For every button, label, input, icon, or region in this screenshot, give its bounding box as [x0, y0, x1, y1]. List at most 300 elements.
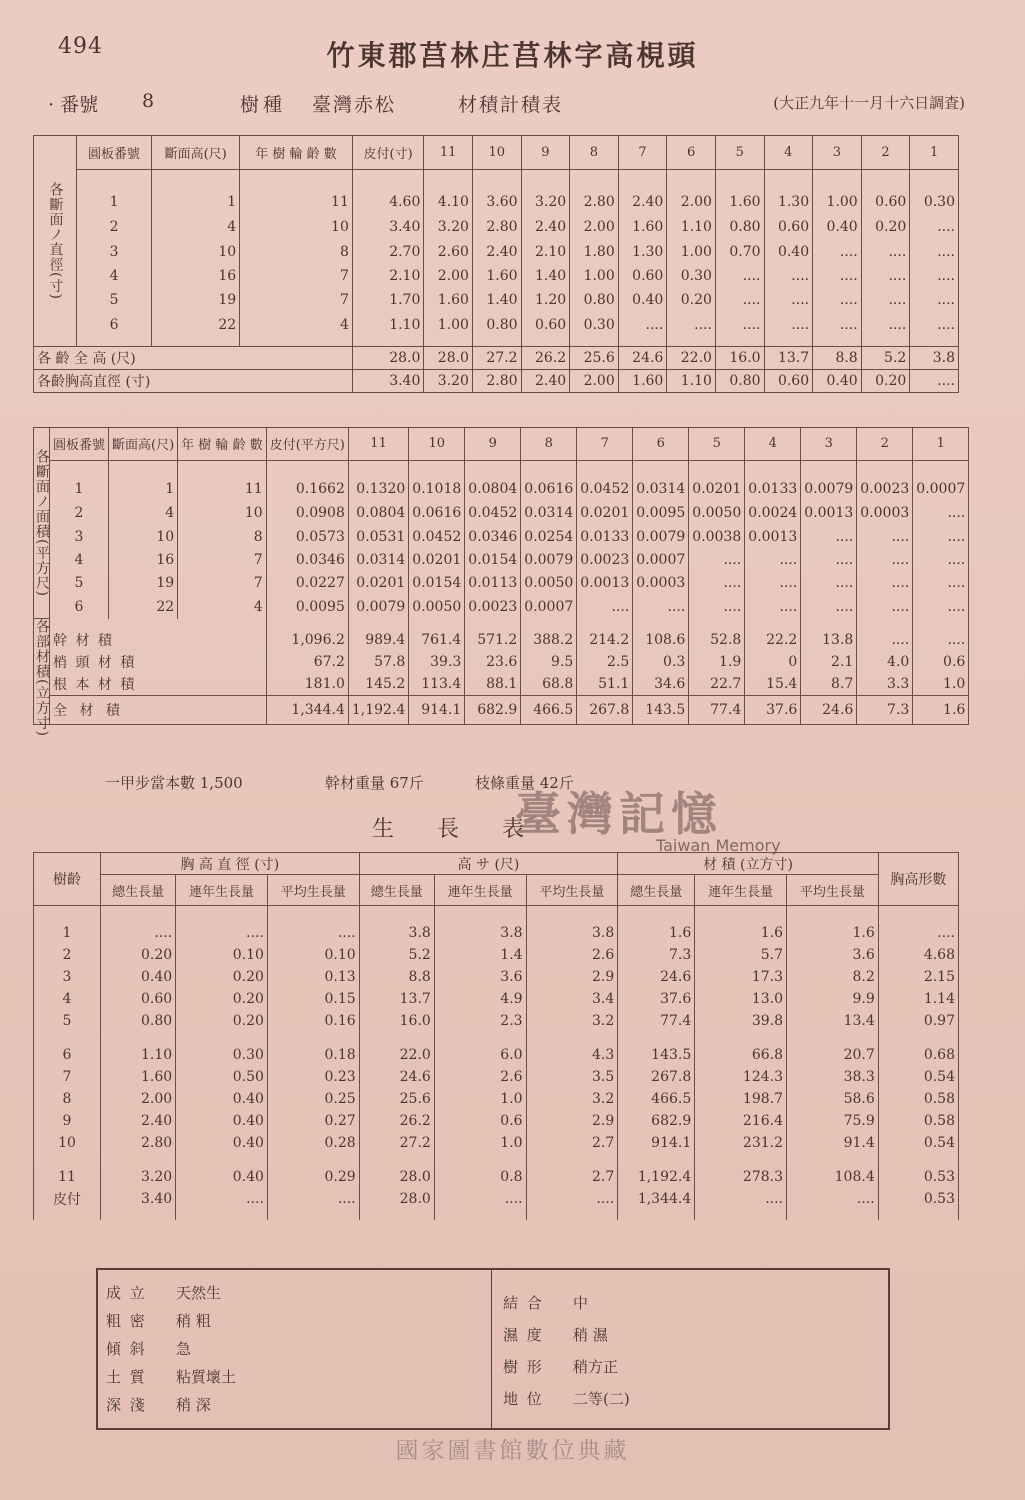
table-cell: 2.60 [424, 239, 473, 263]
spacer-cell [764, 337, 813, 347]
table-cell: .... [101, 906, 176, 945]
table-cell: .... [745, 595, 801, 618]
table-row [34, 572, 969, 595]
table-cell: 9.9 [787, 988, 879, 1010]
condition-item [503, 1388, 630, 1420]
table-cell: 0.0452 [465, 501, 521, 524]
table-cell: 4 [77, 264, 152, 288]
sub-header-cell: 總生長量 [101, 875, 176, 906]
table-cell: .... [910, 288, 959, 312]
table-cell: 0.28 [267, 1132, 359, 1154]
table-cell: 3.2 [526, 1088, 618, 1110]
table-cell: 23.6 [465, 651, 521, 673]
spacer-cell [570, 337, 619, 347]
table-cell: 682.9 [465, 695, 521, 724]
condition-label: 粗 密 [106, 1312, 147, 1330]
row-label: 全 材 積 [50, 695, 267, 724]
table-cell: 4.10 [424, 170, 473, 215]
table-cell: 2.7 [526, 1132, 618, 1154]
table-cell: 77.4 [618, 1010, 695, 1032]
table-cell: .... [813, 313, 862, 337]
table-cell: 77.4 [689, 695, 745, 724]
sub-header-cell: 連年生長量 [434, 875, 526, 906]
header-cell: 3 [813, 136, 862, 170]
row-label: 各齡胸高直徑 (寸) [34, 370, 353, 393]
table-cell: 0.0023 [577, 548, 633, 571]
table-cell: 466.5 [618, 1088, 695, 1110]
branch-weight: 枝條重量 42斤 [475, 774, 574, 792]
table-cell: 0.40 [764, 239, 813, 263]
table-cell: 16 [152, 264, 240, 288]
table-row [34, 501, 969, 524]
table-cell: 2.80 [472, 215, 521, 239]
table-cell: 914.1 [409, 695, 465, 724]
header-cell: 5 [689, 428, 745, 461]
table-cell: 0.20 [176, 988, 268, 1010]
table-cell: 2.00 [570, 370, 619, 393]
row-label: 幹 材 積 [50, 619, 267, 651]
table-cell: 0.0452 [409, 525, 465, 548]
table-cell: 1.80 [570, 239, 619, 263]
table-cell: 278.3 [695, 1154, 787, 1188]
table-row [34, 595, 969, 618]
table-cell: 1.00 [813, 170, 862, 215]
site-conditions-box [96, 1268, 890, 1430]
table-cell: 4 [109, 501, 178, 524]
table-cell: 16 [109, 548, 178, 571]
table-cell: .... [861, 264, 910, 288]
table-cell: 28.0 [424, 347, 473, 370]
table-cell: 4.60 [352, 170, 423, 215]
table-cell: 3.20 [424, 215, 473, 239]
table-cell: 26.2 [521, 347, 570, 370]
table-row [34, 525, 969, 548]
table-cell: 2.9 [526, 1110, 618, 1132]
table-cell: 8.8 [813, 347, 862, 370]
table-cell: 1 [109, 460, 178, 501]
table-cell: 0.0007 [633, 548, 689, 571]
table-cell: 1.0 [913, 673, 969, 696]
table-cell: 1.60 [424, 288, 473, 312]
table-cell: 0.10 [267, 944, 359, 966]
table-cell: 0.15 [267, 988, 359, 1010]
table-cell: 0.0050 [409, 595, 465, 618]
total-height-row [34, 347, 959, 370]
table-cell: 0.29 [267, 1154, 359, 1188]
table-cell: 0.0804 [348, 501, 408, 524]
table-cell: 0.40 [176, 1110, 268, 1132]
table-cell: 4.68 [878, 944, 958, 966]
table-cell: 2.3 [434, 1010, 526, 1032]
header-cell: 5 [715, 136, 764, 170]
table-row [34, 944, 959, 966]
header-cell: 年 樹 輪 齡 數 [240, 136, 353, 170]
header-cell: 8 [570, 136, 619, 170]
table-cell: 2.5 [577, 651, 633, 673]
table-cell: 37.6 [618, 988, 695, 1010]
table-cell: 3.8 [910, 347, 959, 370]
condition-value: 稍 粗 [176, 1312, 211, 1330]
table-cell: 0.0007 [913, 460, 969, 501]
table-cell: 0.0095 [633, 501, 689, 524]
row-label: 梢 頭 材 積 [50, 651, 267, 673]
table-cell: 75.9 [787, 1110, 879, 1132]
table-cell: 1.6 [695, 906, 787, 945]
sub-header-cell: 平均生長量 [787, 875, 879, 906]
table-cell: 6 [77, 313, 152, 337]
table-cell: 0.0346 [465, 525, 521, 548]
table-cell: 38.3 [787, 1066, 879, 1088]
table-cell: 0.0908 [266, 501, 348, 524]
table-cell: 2.80 [570, 170, 619, 215]
table-cell: 3.6 [787, 944, 879, 966]
table-cell: 0.10 [176, 944, 268, 966]
table-cell: 1.20 [521, 288, 570, 312]
table-cell: 3.20 [424, 370, 473, 393]
table-cell: 0.30 [910, 170, 959, 215]
table-cell: 2.15 [878, 966, 958, 988]
table-cell: 0.30 [570, 313, 619, 337]
table-cell: 0.6 [913, 651, 969, 673]
diameter-group-header: 胸 高 直 徑 (寸) [101, 853, 360, 875]
table-cell: 3.8 [434, 906, 526, 945]
table-cell: 2 [34, 944, 101, 966]
table-cell: 2.7 [526, 1154, 618, 1188]
table-cell: .... [857, 525, 913, 548]
table-cell: 28.0 [359, 1188, 434, 1220]
table-cell: 1.10 [352, 313, 423, 337]
condition-item [106, 1394, 236, 1422]
table-cell: 0.0314 [521, 501, 577, 524]
table-cell: 1.9 [689, 651, 745, 673]
header-row [34, 136, 959, 170]
table-cell: 24.6 [618, 966, 695, 988]
table-cell: .... [861, 288, 910, 312]
table-cell: .... [618, 313, 667, 337]
table-cell: 0.0201 [409, 548, 465, 571]
table-cell: 0.6 [434, 1110, 526, 1132]
table-row [34, 1088, 959, 1110]
table-cell: 0.80 [472, 313, 521, 337]
volume-row [34, 673, 969, 696]
table-cell: 4 [240, 313, 353, 337]
spacer-cell [715, 337, 764, 347]
header-cell: 8 [521, 428, 577, 461]
header-cell: 6 [667, 136, 716, 170]
table-cell: 3.6 [434, 966, 526, 988]
table-cell: 13.7 [764, 347, 813, 370]
table-cell: 0.3 [633, 651, 689, 673]
table-cell: 267.8 [618, 1066, 695, 1088]
height-group-header: 高 サ (尺) [359, 853, 618, 875]
table-cell: 7 [178, 572, 267, 595]
table-cell: .... [910, 370, 959, 393]
table-cell: 1.60 [472, 264, 521, 288]
table-cell: 267.8 [577, 695, 633, 724]
condition-value: 二等(二) [573, 1390, 630, 1408]
table-cell: 3.5 [526, 1066, 618, 1088]
sub-header-cell: 連年生長量 [695, 875, 787, 906]
table-cell: 0.16 [267, 1010, 359, 1032]
header-cell: 2 [861, 136, 910, 170]
table-cell: 28.0 [359, 1154, 434, 1188]
table-cell: .... [695, 1188, 787, 1220]
table-cell: .... [801, 595, 857, 618]
table-cell: 25.6 [570, 347, 619, 370]
condition-value: 稍方正 [573, 1358, 619, 1376]
header-cell: 斷面高(尺) [109, 428, 178, 461]
condition-item [503, 1292, 630, 1324]
header-cell: 斷面高(尺) [152, 136, 240, 170]
number-value: 8 [142, 90, 155, 112]
table-cell: .... [787, 1188, 879, 1220]
table-cell: 0.0201 [689, 460, 745, 501]
table-cell: 3.2 [526, 1010, 618, 1032]
table-cell: .... [910, 264, 959, 288]
archive-footer: 國家圖書館數位典藏 [395, 1438, 630, 1464]
table-cell: 2.6 [434, 1066, 526, 1088]
form-factor-header: 胸高形數 [878, 853, 958, 906]
table-cell: 1.00 [667, 239, 716, 263]
table-cell: 0.1018 [409, 460, 465, 501]
table-cell: .... [764, 313, 813, 337]
table-cell: 13.8 [801, 619, 857, 651]
table-cell: 1.10 [667, 215, 716, 239]
table-cell: 1 [152, 170, 240, 215]
table-cell: 113.4 [409, 673, 465, 696]
header-cell: 3 [801, 428, 857, 461]
table-cell: .... [801, 525, 857, 548]
table-cell: 0.60 [521, 313, 570, 337]
header-cell: 7 [577, 428, 633, 461]
table-cell: 0.0314 [633, 460, 689, 501]
table-cell: 1.4 [434, 944, 526, 966]
volume-row [34, 619, 969, 651]
table-cell: 19 [152, 288, 240, 312]
table-cell: 914.1 [618, 1132, 695, 1154]
table-cell: 3.3 [857, 673, 913, 696]
table-cell: 388.2 [521, 619, 577, 651]
table-cell: 3.20 [521, 170, 570, 215]
table-cell: 0.80 [715, 215, 764, 239]
table-cell: 0.60 [618, 264, 667, 288]
table-row [34, 1188, 959, 1220]
table-cell: 5.2 [861, 347, 910, 370]
table-cell: 0.53 [878, 1154, 958, 1188]
table-cell: 1.6 [618, 906, 695, 945]
table-row [34, 988, 959, 1010]
table-cell: 11 [34, 1154, 101, 1188]
table-cell: .... [913, 595, 969, 618]
table-cell: 0.58 [878, 1110, 958, 1132]
header-cell: 11 [424, 136, 473, 170]
volume-side-label: 各部材積(立方寸) [34, 619, 50, 737]
table-cell: .... [801, 572, 857, 595]
table-row [34, 215, 959, 239]
table-cell: .... [913, 548, 969, 571]
table-cell: .... [861, 239, 910, 263]
table-cell: 8 [34, 1088, 101, 1110]
table-cell: 1,192.4 [348, 695, 408, 724]
header-cell: 11 [348, 428, 408, 461]
table-cell: 2.9 [526, 966, 618, 988]
table-cell: 1.30 [618, 239, 667, 263]
table-cell: 22 [152, 313, 240, 337]
table-cell: 10 [109, 525, 178, 548]
spacer-cell [472, 337, 521, 347]
table-row [34, 1032, 959, 1066]
table-cell: .... [633, 595, 689, 618]
table-cell: 22.2 [745, 619, 801, 651]
table-row [34, 170, 959, 215]
table-cell: 0.0013 [801, 501, 857, 524]
spacer-cell [424, 337, 473, 347]
table-cell: 214.2 [577, 619, 633, 651]
table-cell: 1.40 [472, 288, 521, 312]
row-label: 根 本 材 積 [50, 673, 267, 696]
table-cell: 13.7 [359, 988, 434, 1010]
table-cell: 0.0079 [801, 460, 857, 501]
survey-date: (大正九年十一月十六日調査) [773, 94, 965, 112]
page-title: 竹東郡莒林庄莒林字高梘頭 [326, 39, 699, 72]
table-cell: 3.4 [526, 988, 618, 1010]
table-cell: 1 [77, 170, 152, 215]
table-cell: 3 [77, 239, 152, 263]
table-cell: 0.0113 [465, 572, 521, 595]
table-cell: .... [913, 501, 969, 524]
table-cell: 2.1 [801, 651, 857, 673]
conditions-left [106, 1282, 236, 1422]
table-cell: 20.7 [787, 1032, 879, 1066]
header-cell: 6 [633, 428, 689, 461]
table-cell: 5 [77, 288, 152, 312]
table-row [34, 1154, 959, 1188]
table-cell: 1.00 [424, 313, 473, 337]
table-cell: 6 [50, 595, 109, 618]
table-cell: 682.9 [618, 1110, 695, 1132]
table-cell: 0.0154 [465, 548, 521, 571]
table-cell: 27.2 [472, 347, 521, 370]
table-cell: 0.0227 [266, 572, 348, 595]
table-cell: 0.0024 [745, 501, 801, 524]
table-cell: 7.3 [857, 695, 913, 724]
table-cell: 0.20 [176, 1010, 268, 1032]
table-cell: 0.0531 [348, 525, 408, 548]
table-row [34, 906, 959, 945]
table-cell: .... [764, 288, 813, 312]
conditions-divider [491, 1270, 492, 1428]
header-cell: 2 [857, 428, 913, 461]
table-cell: .... [715, 264, 764, 288]
table-cell: 0.97 [878, 1010, 958, 1032]
table-cell: .... [857, 619, 913, 651]
species-name: 臺灣赤松 [312, 94, 397, 116]
condition-item [503, 1324, 630, 1356]
table-cell: 28.0 [352, 347, 423, 370]
condition-label: 傾 斜 [106, 1340, 147, 1358]
volume-group-header: 材 積 (立方寸) [618, 853, 878, 875]
condition-value: 急 [176, 1340, 192, 1358]
table-cell: 108.6 [633, 619, 689, 651]
condition-label: 結 合 [503, 1294, 544, 1312]
spacer-cell [618, 337, 667, 347]
spacer-cell [861, 337, 910, 347]
table-cell: 181.0 [266, 673, 348, 696]
table-cell: 2.00 [667, 170, 716, 215]
table-cell: 1.30 [764, 170, 813, 215]
condition-item [106, 1338, 236, 1366]
table-cell: 2.00 [424, 264, 473, 288]
table-cell: 4 [178, 595, 267, 618]
table-cell: 1,192.4 [618, 1154, 695, 1188]
table-cell: .... [857, 595, 913, 618]
table-cell: 0.20 [667, 288, 716, 312]
table-cell: 8.7 [801, 673, 857, 696]
table-row [34, 1010, 959, 1032]
sub-header-cell: 連年生長量 [176, 875, 268, 906]
table-cell: 9 [34, 1110, 101, 1132]
table-cell: 7.3 [618, 944, 695, 966]
table-cell: 0.0023 [465, 595, 521, 618]
table-cell: 0.40 [618, 288, 667, 312]
table-cell: 4.0 [857, 651, 913, 673]
table-cell: 0.20 [861, 215, 910, 239]
sub-header-cell: 平均生長量 [267, 875, 359, 906]
table-cell: 1.10 [667, 370, 716, 393]
table-cell: 1.70 [352, 288, 423, 312]
table-cell: .... [861, 313, 910, 337]
condition-label: 濕 度 [503, 1326, 544, 1344]
table-cell: 26.2 [359, 1110, 434, 1132]
table-cell: 27.2 [359, 1132, 434, 1154]
table-cell: 0.0038 [689, 525, 745, 548]
table-cell: 10 [152, 239, 240, 263]
table-row [34, 264, 959, 288]
table-cell: 0.0095 [266, 595, 348, 618]
table-cell: 0.18 [267, 1032, 359, 1066]
header-cell: 4 [764, 136, 813, 170]
table-cell: 8.2 [787, 966, 879, 988]
sub-header-cell: 總生長量 [359, 875, 434, 906]
table-cell: 2.70 [352, 239, 423, 263]
table-cell: .... [913, 572, 969, 595]
spacer-cell [240, 337, 353, 347]
table-cell: 37.6 [745, 695, 801, 724]
table-cell: 0.58 [878, 1088, 958, 1110]
table-cell: .... [267, 1188, 359, 1220]
table-cell: .... [434, 1188, 526, 1220]
table-cell: 1.40 [521, 264, 570, 288]
breast-diameter-row [34, 370, 959, 393]
table-cell: 1.60 [101, 1066, 176, 1088]
table-cell: .... [813, 239, 862, 263]
table-cell: 0.0003 [857, 501, 913, 524]
table-cell: 2 [77, 215, 152, 239]
header-cell: 9 [465, 428, 521, 461]
table-cell: 0.0023 [857, 460, 913, 501]
table-cell: 231.2 [695, 1132, 787, 1154]
table-cell: 39.3 [409, 651, 465, 673]
table-cell: .... [526, 1188, 618, 1220]
table-name: 材積計積表 [458, 94, 564, 116]
table-cell: 761.4 [409, 619, 465, 651]
table-cell: 8.8 [359, 966, 434, 988]
table-cell: 0.23 [267, 1066, 359, 1088]
sub-header-cell: 平均生長量 [526, 875, 618, 906]
table-cell: 0.40 [176, 1154, 268, 1188]
table-cell: 1.6 [787, 906, 879, 945]
table-cell: .... [913, 525, 969, 548]
